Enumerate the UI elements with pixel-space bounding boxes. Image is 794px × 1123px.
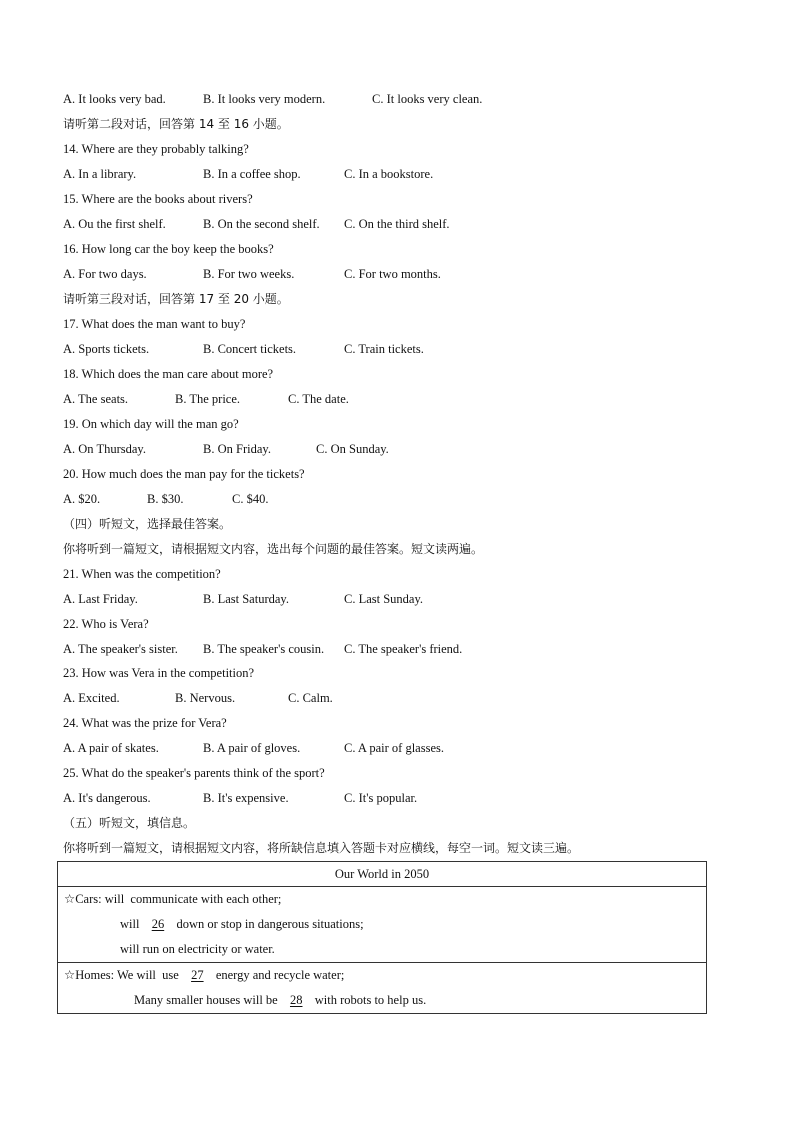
question-23: 23. How was Vera in the competition?	[63, 666, 255, 680]
q13-options	[63, 89, 483, 109]
option-c: C. For two months.	[344, 267, 441, 281]
option-b: B. It's expensive.	[203, 791, 289, 805]
q20-options	[63, 489, 269, 509]
option-c: C. It looks very clean.	[372, 92, 483, 106]
option-a: A. For two days.	[63, 267, 147, 281]
q17-options	[63, 339, 424, 359]
q23-options	[63, 688, 333, 708]
option-c: C. On the third shelf.	[344, 217, 450, 231]
option-a: A. It looks very bad.	[63, 92, 166, 106]
homes-line-1	[64, 963, 344, 988]
homes-cell	[58, 963, 707, 1014]
section2-intro: 请听第二段对话，回答第 14 至 16 小题。	[63, 117, 289, 131]
part4-title: （四）听短文，选择最佳答案。	[63, 517, 232, 531]
homes-line-2-end: with robots to help us.	[308, 993, 427, 1007]
option-b: B. Concert tickets.	[203, 342, 297, 356]
option-c: C. The speaker's friend.	[344, 642, 463, 656]
cars-line-2	[120, 912, 364, 937]
option-b: B. The speaker's cousin.	[203, 642, 325, 656]
homes-line-2-start: Many smaller houses will be	[134, 993, 284, 1007]
q15-options	[63, 214, 450, 234]
option-b: B. On the second shelf.	[203, 217, 320, 231]
option-a: A. Ou the first shelf.	[63, 217, 166, 231]
homes-line-1-end: energy and recycle water;	[209, 968, 345, 982]
cars-line-1: ☆Cars: will communicate with each other;	[64, 892, 282, 906]
question-20: 20. How much does the man pay for the tickets?	[63, 467, 305, 481]
q14-options	[63, 164, 434, 184]
q18-options	[63, 389, 349, 409]
option-b: B. The price.	[175, 392, 241, 406]
question-15: 15. Where are the books about rivers?	[63, 192, 253, 206]
blank-27: 27	[191, 968, 204, 982]
option-b: B. A pair of gloves.	[203, 741, 301, 755]
option-b: B. In a coffee shop.	[203, 167, 301, 181]
cars-line-2-start: will	[120, 917, 146, 931]
cars-cell	[58, 887, 707, 963]
table-title: Our World in 2050	[58, 862, 707, 887]
option-a: A. A pair of skates.	[63, 741, 159, 755]
section3-intro: 请听第三段对话，回答第 17 至 20 小题。	[63, 292, 289, 306]
option-a: A. It's dangerous.	[63, 791, 151, 805]
option-b: B. On Friday.	[203, 442, 271, 456]
question-16: 16. How long car the boy keep the books?	[63, 242, 274, 256]
option-b: B. It looks very modern.	[203, 92, 326, 106]
q24-options	[63, 738, 444, 758]
option-a: A. The speaker's sister.	[63, 642, 178, 656]
option-a: A. Last Friday.	[63, 592, 138, 606]
cars-line-2-end: down or stop in dangerous situations;	[170, 917, 364, 931]
homes-line-2	[134, 988, 426, 1013]
part4-intro: 你将听到一篇短文，请根据短文内容，选出每个问题的最佳答案。短文读两遍。	[63, 542, 484, 556]
option-c: C. It's popular.	[344, 791, 418, 805]
q16-options	[63, 264, 441, 284]
blank-26: 26	[151, 917, 165, 931]
question-21: 21. When was the competition?	[63, 567, 221, 581]
question-19: 19. On which day will the man go?	[63, 417, 239, 431]
option-b: B. Last Saturday.	[203, 592, 289, 606]
option-c: C. The date.	[288, 392, 349, 406]
question-22: 22. Who is Vera?	[63, 617, 149, 631]
question-14: 14. Where are they probably talking?	[63, 142, 249, 156]
option-c: C. Calm.	[288, 691, 333, 705]
option-a: A. Sports tickets.	[63, 342, 150, 356]
option-a: A. Excited.	[63, 691, 120, 705]
option-a: A. The seats.	[63, 392, 129, 406]
option-c: C. On Sunday.	[316, 442, 389, 456]
option-c: C. Last Sunday.	[344, 592, 424, 606]
question-17: 17. What does the man want to buy?	[63, 317, 246, 331]
option-c: C. Train tickets.	[344, 342, 424, 356]
question-18: 18. Which does the man care about more?	[63, 367, 274, 381]
option-b: B. For two weeks.	[203, 267, 295, 281]
option-c: C. In a bookstore.	[344, 167, 434, 181]
homes-line-1-start: ☆Homes: We will use	[64, 968, 186, 982]
part5-intro: 你将听到一篇短文，请根据短文内容，将所缺信息填入答题卡对应横线，每空一词。短文读三遍。	[63, 841, 580, 855]
q21-options	[63, 589, 424, 609]
option-b: B. Nervous.	[175, 691, 236, 705]
part5-title: （五）听短文，填信息。	[63, 816, 196, 830]
q25-options	[63, 788, 418, 808]
question-24: 24. What was the prize for Vera?	[63, 716, 227, 730]
option-a: A. $20.	[63, 492, 101, 506]
option-c: C. $40.	[232, 492, 269, 506]
option-b: B. $30.	[147, 492, 184, 506]
option-c: C. A pair of glasses.	[344, 741, 444, 755]
blank-28: 28	[289, 993, 303, 1007]
question-25: 25. What do the speaker's parents think of the sport?	[63, 766, 325, 780]
option-a: A. In a library.	[63, 167, 137, 181]
q19-options	[63, 439, 389, 459]
option-a: A. On Thursday.	[63, 442, 146, 456]
cars-line-3: will run on electricity or water.	[120, 942, 275, 956]
q22-options	[63, 639, 463, 659]
info-table	[57, 861, 707, 1014]
